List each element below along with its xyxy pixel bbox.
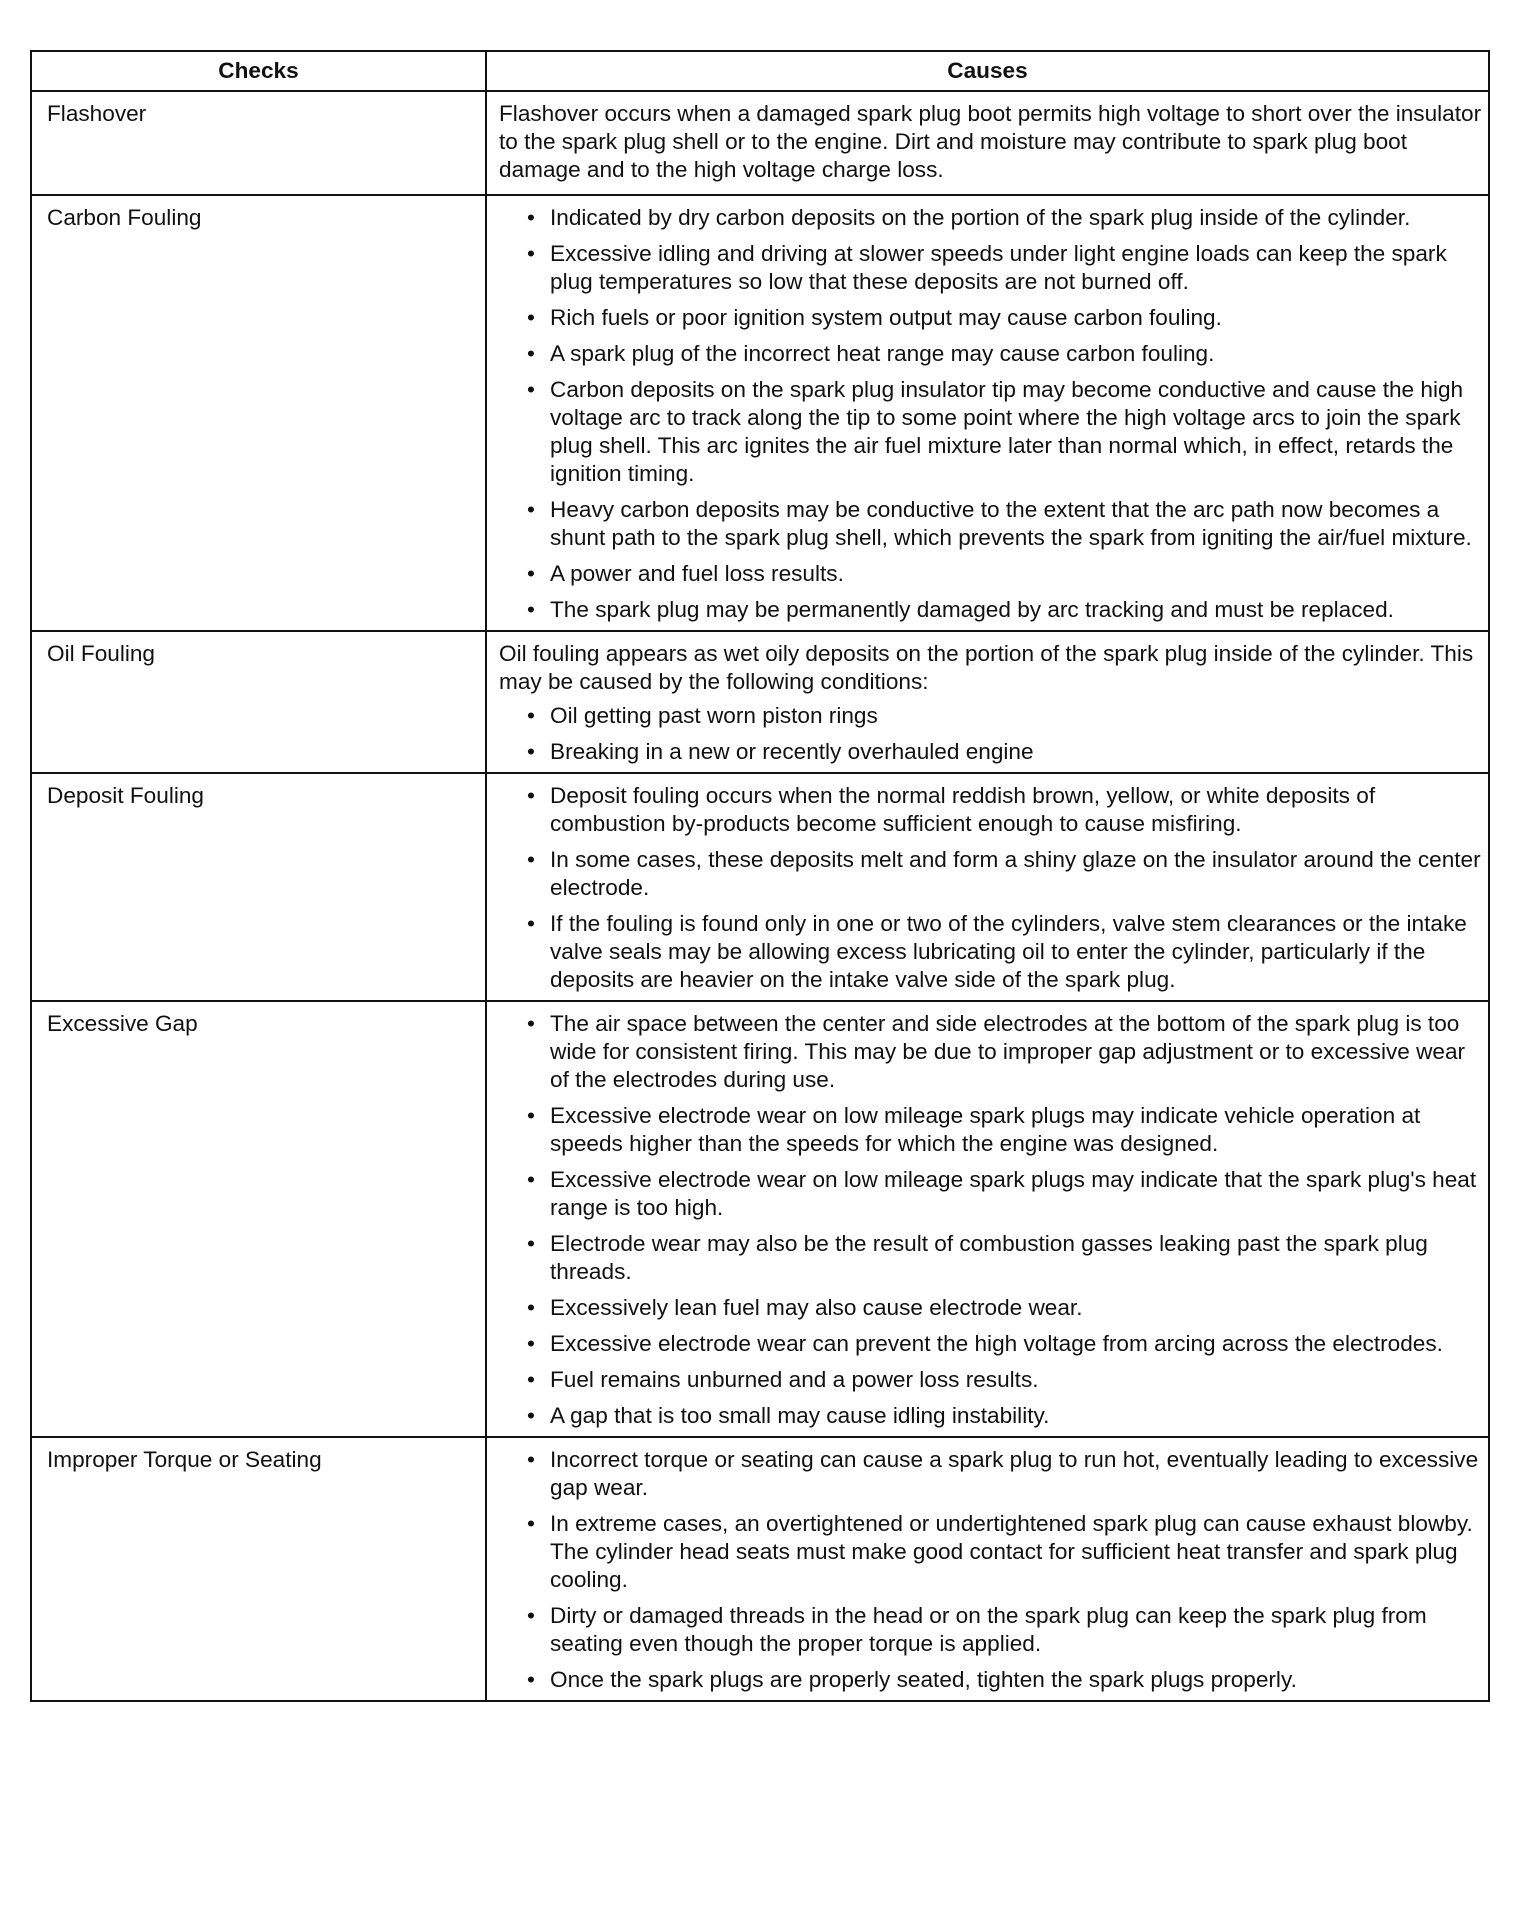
check-cell: Flashover: [31, 91, 486, 195]
list-item: [499, 1102, 1482, 1158]
bullet-icon: •: [527, 847, 535, 872]
cause-cell: [486, 91, 1489, 195]
cause-bullet-list: [499, 1446, 1482, 1694]
check-cell: Oil Fouling: [31, 631, 486, 773]
bullet-text: A power and fuel loss results.: [550, 561, 844, 586]
list-item: [499, 738, 1482, 766]
bullet-icon: •: [527, 739, 535, 764]
table-row: [31, 631, 1489, 773]
bullet-text: Indicated by dry carbon deposits on the portion of the spark plug inside of the cylinder.: [550, 205, 1411, 230]
bullet-text: Oil getting past worn piston rings: [550, 703, 878, 728]
list-item: [499, 1446, 1482, 1502]
cause-cell: [486, 773, 1489, 1001]
cause-cell: [486, 1001, 1489, 1437]
list-item: [499, 1166, 1482, 1222]
bullet-text: If the fouling is found only in one or two of the cylinders, valve stem clearances or the intake valve seals may be allowing excess lubricating oil to enter the cylinder, particularly if the deposits are heavier on the intake valve side of the spark plug.: [550, 911, 1467, 992]
list-item: [499, 846, 1482, 902]
table-row: [31, 773, 1489, 1001]
bullet-text: Excessive electrode wear on low mileage spark plugs may indicate that the spark plug's heat range is too high.: [550, 1167, 1477, 1220]
list-item: [499, 596, 1482, 624]
table-header-row: [31, 51, 1489, 91]
bullet-text: The spark plug may be permanently damaged by arc tracking and must be replaced.: [550, 597, 1394, 622]
table-body: [31, 91, 1489, 1701]
list-item: [499, 910, 1482, 994]
bullet-icon: •: [527, 783, 535, 808]
bullet-icon: •: [527, 1603, 535, 1628]
bullet-icon: •: [527, 1231, 535, 1256]
list-item: [499, 204, 1482, 232]
bullet-icon: •: [527, 377, 535, 402]
cause-cell: [486, 195, 1489, 631]
cause-intro-text: Oil fouling appears as wet oily deposits on the portion of the spark plug inside of the cylinder. This may be caused by the following conditions:: [499, 641, 1474, 694]
list-item: [499, 1602, 1482, 1658]
bullet-text: In extreme cases, an overtightened or undertightened spark plug can cause exhaust blowby. The cylinder head seats must make good contact for sufficient heat transfer and spark plug cooling.: [550, 1511, 1473, 1592]
list-item: [499, 1230, 1482, 1286]
list-item: [499, 702, 1482, 730]
cause-bullet-list: [499, 1010, 1482, 1430]
bullet-icon: •: [527, 703, 535, 728]
bullet-text: Breaking in a new or recently overhauled engine: [550, 739, 1034, 764]
list-item: [499, 496, 1482, 552]
bullet-icon: •: [527, 1667, 535, 1692]
bullet-text: In some cases, these deposits melt and form a shiny glaze on the insulator around the center electrode.: [550, 847, 1481, 900]
bullet-icon: •: [527, 1447, 535, 1472]
causes-header: Causes: [486, 51, 1489, 91]
bullet-text: Excessively lean fuel may also cause electrode wear.: [550, 1295, 1083, 1320]
bullet-icon: •: [527, 1011, 535, 1036]
bullet-text: Excessive electrode wear can prevent the high voltage from arcing across the electrodes.: [550, 1331, 1443, 1356]
list-item: [499, 782, 1482, 838]
bullet-icon: •: [527, 1167, 535, 1192]
list-item: [499, 1510, 1482, 1594]
bullet-icon: •: [527, 911, 535, 936]
checks-header: Checks: [31, 51, 486, 91]
list-item: [499, 1402, 1482, 1430]
bullet-icon: •: [527, 341, 535, 366]
bullet-icon: •: [527, 1511, 535, 1536]
bullet-icon: •: [527, 497, 535, 522]
bullet-icon: •: [527, 1367, 535, 1392]
check-cell: Excessive Gap: [31, 1001, 486, 1437]
cause-bullet-list: [499, 204, 1482, 624]
bullet-text: Carbon deposits on the spark plug insulator tip may become conductive and cause the high voltage arc to track along the tip to some point where the high voltage arcs to join the spark plug shell. This arc ignites the air fuel mixture later than normal which, in effect, retards the ignition timing.: [550, 377, 1464, 486]
list-item: [499, 1330, 1482, 1358]
cause-cell: [486, 631, 1489, 773]
check-cell: Deposit Fouling: [31, 773, 486, 1001]
cause-cell: [486, 1437, 1489, 1701]
bullet-text: Heavy carbon deposits may be conductive to the extent that the arc path now becomes a shunt path to the spark plug shell, which prevents the spark from igniting the air/fuel mixture.: [550, 497, 1472, 550]
list-item: [499, 1294, 1482, 1322]
bullet-text: Deposit fouling occurs when the normal reddish brown, yellow, or white deposits of combustion by-products become sufficient enough to cause misfiring.: [550, 783, 1376, 836]
table-row: [31, 1001, 1489, 1437]
bullet-icon: •: [527, 305, 535, 330]
bullet-icon: •: [527, 1331, 535, 1356]
bullet-icon: •: [527, 561, 535, 586]
bullet-text: Rich fuels or poor ignition system output may cause carbon fouling.: [550, 305, 1222, 330]
cause-bullet-list: [499, 782, 1482, 994]
list-item: [499, 1366, 1482, 1394]
bullet-text: A gap that is too small may cause idling instability.: [550, 1403, 1050, 1428]
list-item: [499, 376, 1482, 488]
bullet-text: Fuel remains unburned and a power loss results.: [550, 1367, 1039, 1392]
list-item: [499, 240, 1482, 296]
bullet-icon: •: [527, 1103, 535, 1128]
bullet-icon: •: [527, 597, 535, 622]
bullet-text: Incorrect torque or seating can cause a spark plug to run hot, eventually leading to excessive gap wear.: [550, 1447, 1479, 1500]
list-item: [499, 1666, 1482, 1694]
bullet-icon: •: [527, 1295, 535, 1320]
cause-bullet-list: [499, 702, 1482, 766]
check-cell: Carbon Fouling: [31, 195, 486, 631]
bullet-text: Once the spark plugs are properly seated, tighten the spark plugs properly.: [550, 1667, 1297, 1692]
cause-intro-text: Flashover occurs when a damaged spark plug boot permits high voltage to short over the insulator to the spark plug shell or to the engine. Dirt and moisture may contribute to spark plug boot damage and to the high voltage charge loss.: [499, 101, 1482, 182]
diagnosis-table: [30, 50, 1490, 1702]
bullet-text: Excessive idling and driving at slower speeds under light engine loads can keep the spark plug temperatures so low that these deposits are not burned off.: [550, 241, 1447, 294]
table-row: [31, 91, 1489, 195]
list-item: [499, 1010, 1482, 1094]
bullet-text: The air space between the center and side electrodes at the bottom of the spark plug is too wide for consistent firing. This may be due to improper gap adjustment or to excessive wear of the electrodes during use.: [550, 1011, 1466, 1092]
table-row: [31, 195, 1489, 631]
bullet-text: Dirty or damaged threads in the head or on the spark plug can keep the spark plug from seating even though the proper torque is applied.: [550, 1603, 1427, 1656]
table-row: [31, 1437, 1489, 1701]
check-cell: Improper Torque or Seating: [31, 1437, 486, 1701]
bullet-text: Electrode wear may also be the result of combustion gasses leaking past the spark plug threads.: [550, 1231, 1428, 1284]
bullet-icon: •: [527, 205, 535, 230]
bullet-text: Excessive electrode wear on low mileage spark plugs may indicate vehicle operation at speeds higher than the speeds for which the engine was designed.: [550, 1103, 1421, 1156]
list-item: [499, 560, 1482, 588]
bullet-icon: •: [527, 241, 535, 266]
list-item: [499, 304, 1482, 332]
bullet-text: A spark plug of the incorrect heat range may cause carbon fouling.: [550, 341, 1215, 366]
list-item: [499, 340, 1482, 368]
bullet-icon: •: [527, 1403, 535, 1428]
